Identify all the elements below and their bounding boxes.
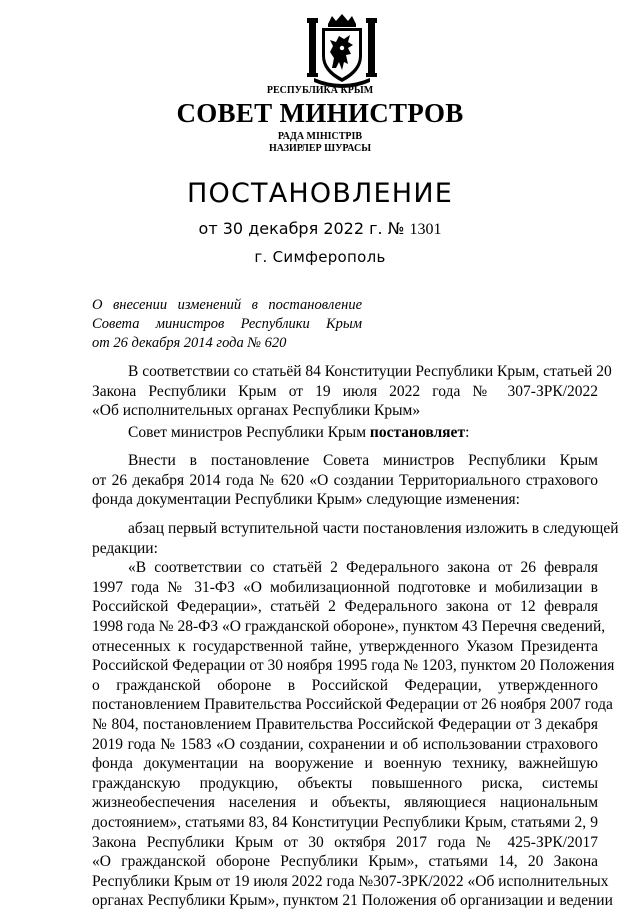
paragraph-line: Республики Крым от 19 июля 2022 года №307-ЗРК/2022 «Об исполнительных: [92, 872, 609, 890]
paragraph-line: Российской Федерации от 30 ноября 1995 года № 1203, пунктом 20 Положения: [92, 657, 615, 675]
paragraph-line: В соответствии со статьёй 84 Конституции Республики Крым, статьей 20: [128, 363, 612, 380]
subject-line: О внесении изменений в постановление: [92, 297, 362, 313]
subject-line: от 26 декабря 2014 года № 620: [92, 335, 287, 351]
paragraph-line: Внести в постановление Совета министров Республики Крым: [128, 452, 598, 469]
document-type: ПОСТАНОВЛЕНИЕ: [187, 178, 453, 209]
paragraph-line: фонда документации на вооружение и военную технику, важнейшую: [92, 755, 598, 773]
paragraph-line: абзац первый вступительной части постановления изложить в следующей: [128, 520, 619, 537]
paragraph-line: [92, 423, 598, 443]
paragraph-line: достоянием», статьями 83, 84 Конституции Республики Крым, статьями 2, 9: [92, 813, 598, 831]
paragraph-new-wording: [92, 519, 619, 911]
republic-label: РЕСПУБЛИКА КРЫМ: [266, 85, 374, 96]
paragraph-line: жизнеобеспечения населения и объекты, являющиеся национальным: [92, 794, 598, 812]
resolves-prefix: Совет министров Республики Крым: [128, 424, 370, 441]
crimea-coat-of-arms-icon: [306, 12, 378, 88]
paragraph-line: гражданскую продукцию, объекты повышенного риска, системы: [92, 774, 598, 792]
paragraph-line: 1997 года № 31-ФЗ «О мобилизационной подготовке и мобилизации в: [92, 578, 598, 596]
paragraph-line: отнесенных к государственной тайне, утвержденного Указом Президента: [92, 637, 598, 655]
paragraph-amend: [92, 451, 598, 510]
document-number: 1301: [409, 221, 442, 238]
document-year: 2022: [323, 219, 365, 238]
paragraph-line: «В соответствии со статьёй 2 Федерального закона от 26 февраля: [128, 559, 598, 577]
paragraph-line: Закона Республики Крым от 30 октября 2017 года № 425-ЗРК/2017: [92, 833, 598, 851]
paragraph-line: Российской Федерации», статьёй 2 Федерального закона от 12 февраля: [92, 598, 598, 616]
paragraph-line: редакции:: [92, 539, 158, 557]
document-city: г. Симферополь: [254, 248, 386, 266]
paragraph-line: 1998 года № 28-ФЗ «О гражданской обороне», пунктом 43 Перечня сведений,: [92, 617, 606, 635]
resolves-keyword: постановляет: [369, 424, 466, 441]
document-subject: [92, 296, 362, 353]
resolves-suffix: :: [465, 424, 470, 441]
paragraph-line: «О гражданской обороне Республики Крым», статьями 14, 20 Закона: [92, 853, 598, 871]
paragraph-line: о гражданской обороне в Российской Федерации, утвержденного: [92, 676, 598, 694]
subject-line: Совета министров Республики Крым: [92, 316, 362, 332]
paragraph-legal-basis: [92, 362, 612, 421]
paragraph-line: «Об исполнительных органах Республики Крым»: [92, 402, 421, 420]
paragraph-resolves: [92, 423, 598, 443]
paragraph-line: фонда документации Республики Крым» следующие изменения:: [92, 491, 520, 509]
council-title-crh: НАЗИРЛЕР ШУРАСЫ: [268, 143, 372, 154]
document-date: от 30 декабря: [198, 219, 319, 238]
paragraph-line: от 26 декабря 2014 года № 620 «О создании Территориального страхового: [92, 471, 598, 489]
paragraph-line: органах Республики Крым», пунктом 21 Положения об организации и ведении: [92, 892, 613, 910]
paragraph-line: постановлением Правительства Российской Федерации от 26 ноября 2007 года: [92, 696, 613, 714]
council-title-ua: РАДА МІНІСТРІВ: [277, 131, 363, 142]
document-year-suffix: г. №: [369, 219, 405, 238]
council-title: СОВЕТ МИНИСТРОВ: [176, 98, 464, 128]
paragraph-line: Закона Республики Крым от 19 июля 2022 года № 307-ЗРК/2022: [92, 382, 598, 400]
paragraph-line: 2019 года № 1583 «О создании, сохранении и об использовании страхового: [92, 735, 598, 753]
document-dateline: [0, 219, 640, 239]
paragraph-line: № 804, постановлением Правительства Российской Федерации от 3 декабря: [92, 715, 598, 733]
